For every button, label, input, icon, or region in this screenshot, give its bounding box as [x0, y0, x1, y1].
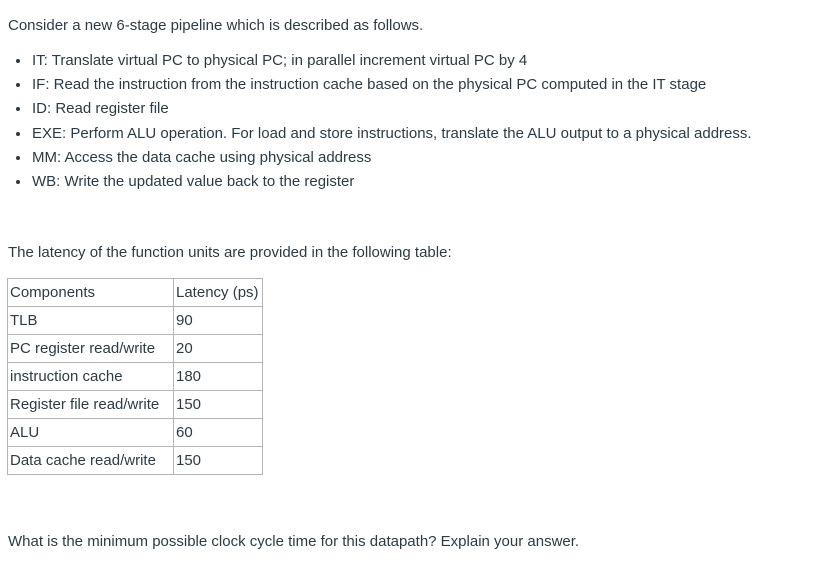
latency-intro-text: The latency of the function units are provided in the following table: [8, 244, 452, 261]
stage-item-wb: WB: Write the updated value back to the register [8, 170, 752, 194]
cell-latency: 150 [174, 447, 263, 475]
header-components: Components [8, 279, 174, 307]
pipeline-stage-list [8, 49, 752, 194]
table-row [8, 363, 263, 391]
table-row [8, 419, 263, 447]
cell-component: PC register read/write [8, 335, 174, 363]
stage-item-exe: EXE: Perform ALU operation. For load and store instructions, translate the ALU output to a physical address. [8, 122, 752, 146]
cell-component: instruction cache [8, 363, 174, 391]
cell-latency: 150 [174, 391, 263, 419]
cell-latency: 60 [174, 419, 263, 447]
table-row [8, 335, 263, 363]
cell-component: ALU [8, 419, 174, 447]
table-row [8, 391, 263, 419]
stage-item-mm: MM: Access the data cache using physical address [8, 146, 752, 170]
table-row [8, 307, 263, 335]
question-text: What is the minimum possible clock cycle time for this datapath? Explain your answer. [8, 533, 580, 550]
table-row [8, 447, 263, 475]
cell-component: TLB [8, 307, 174, 335]
intro-text: Consider a new 6-stage pipeline which is described as follows. [8, 17, 424, 34]
table-header-row [8, 279, 263, 307]
latency-table [7, 278, 263, 475]
header-latency: Latency (ps) [174, 279, 263, 307]
cell-component: Register file read/write [8, 391, 174, 419]
stage-item-id: ID: Read register file [8, 97, 752, 121]
cell-component: Data cache read/write [8, 447, 174, 475]
stage-item-it: IT: Translate virtual PC to physical PC; in parallel increment virtual PC by 4 [8, 49, 752, 73]
cell-latency: 180 [174, 363, 263, 391]
cell-latency: 90 [174, 307, 263, 335]
cell-latency: 20 [174, 335, 263, 363]
stage-item-if: IF: Read the instruction from the instruction cache based on the physical PC computed in the IT stage [8, 73, 752, 97]
